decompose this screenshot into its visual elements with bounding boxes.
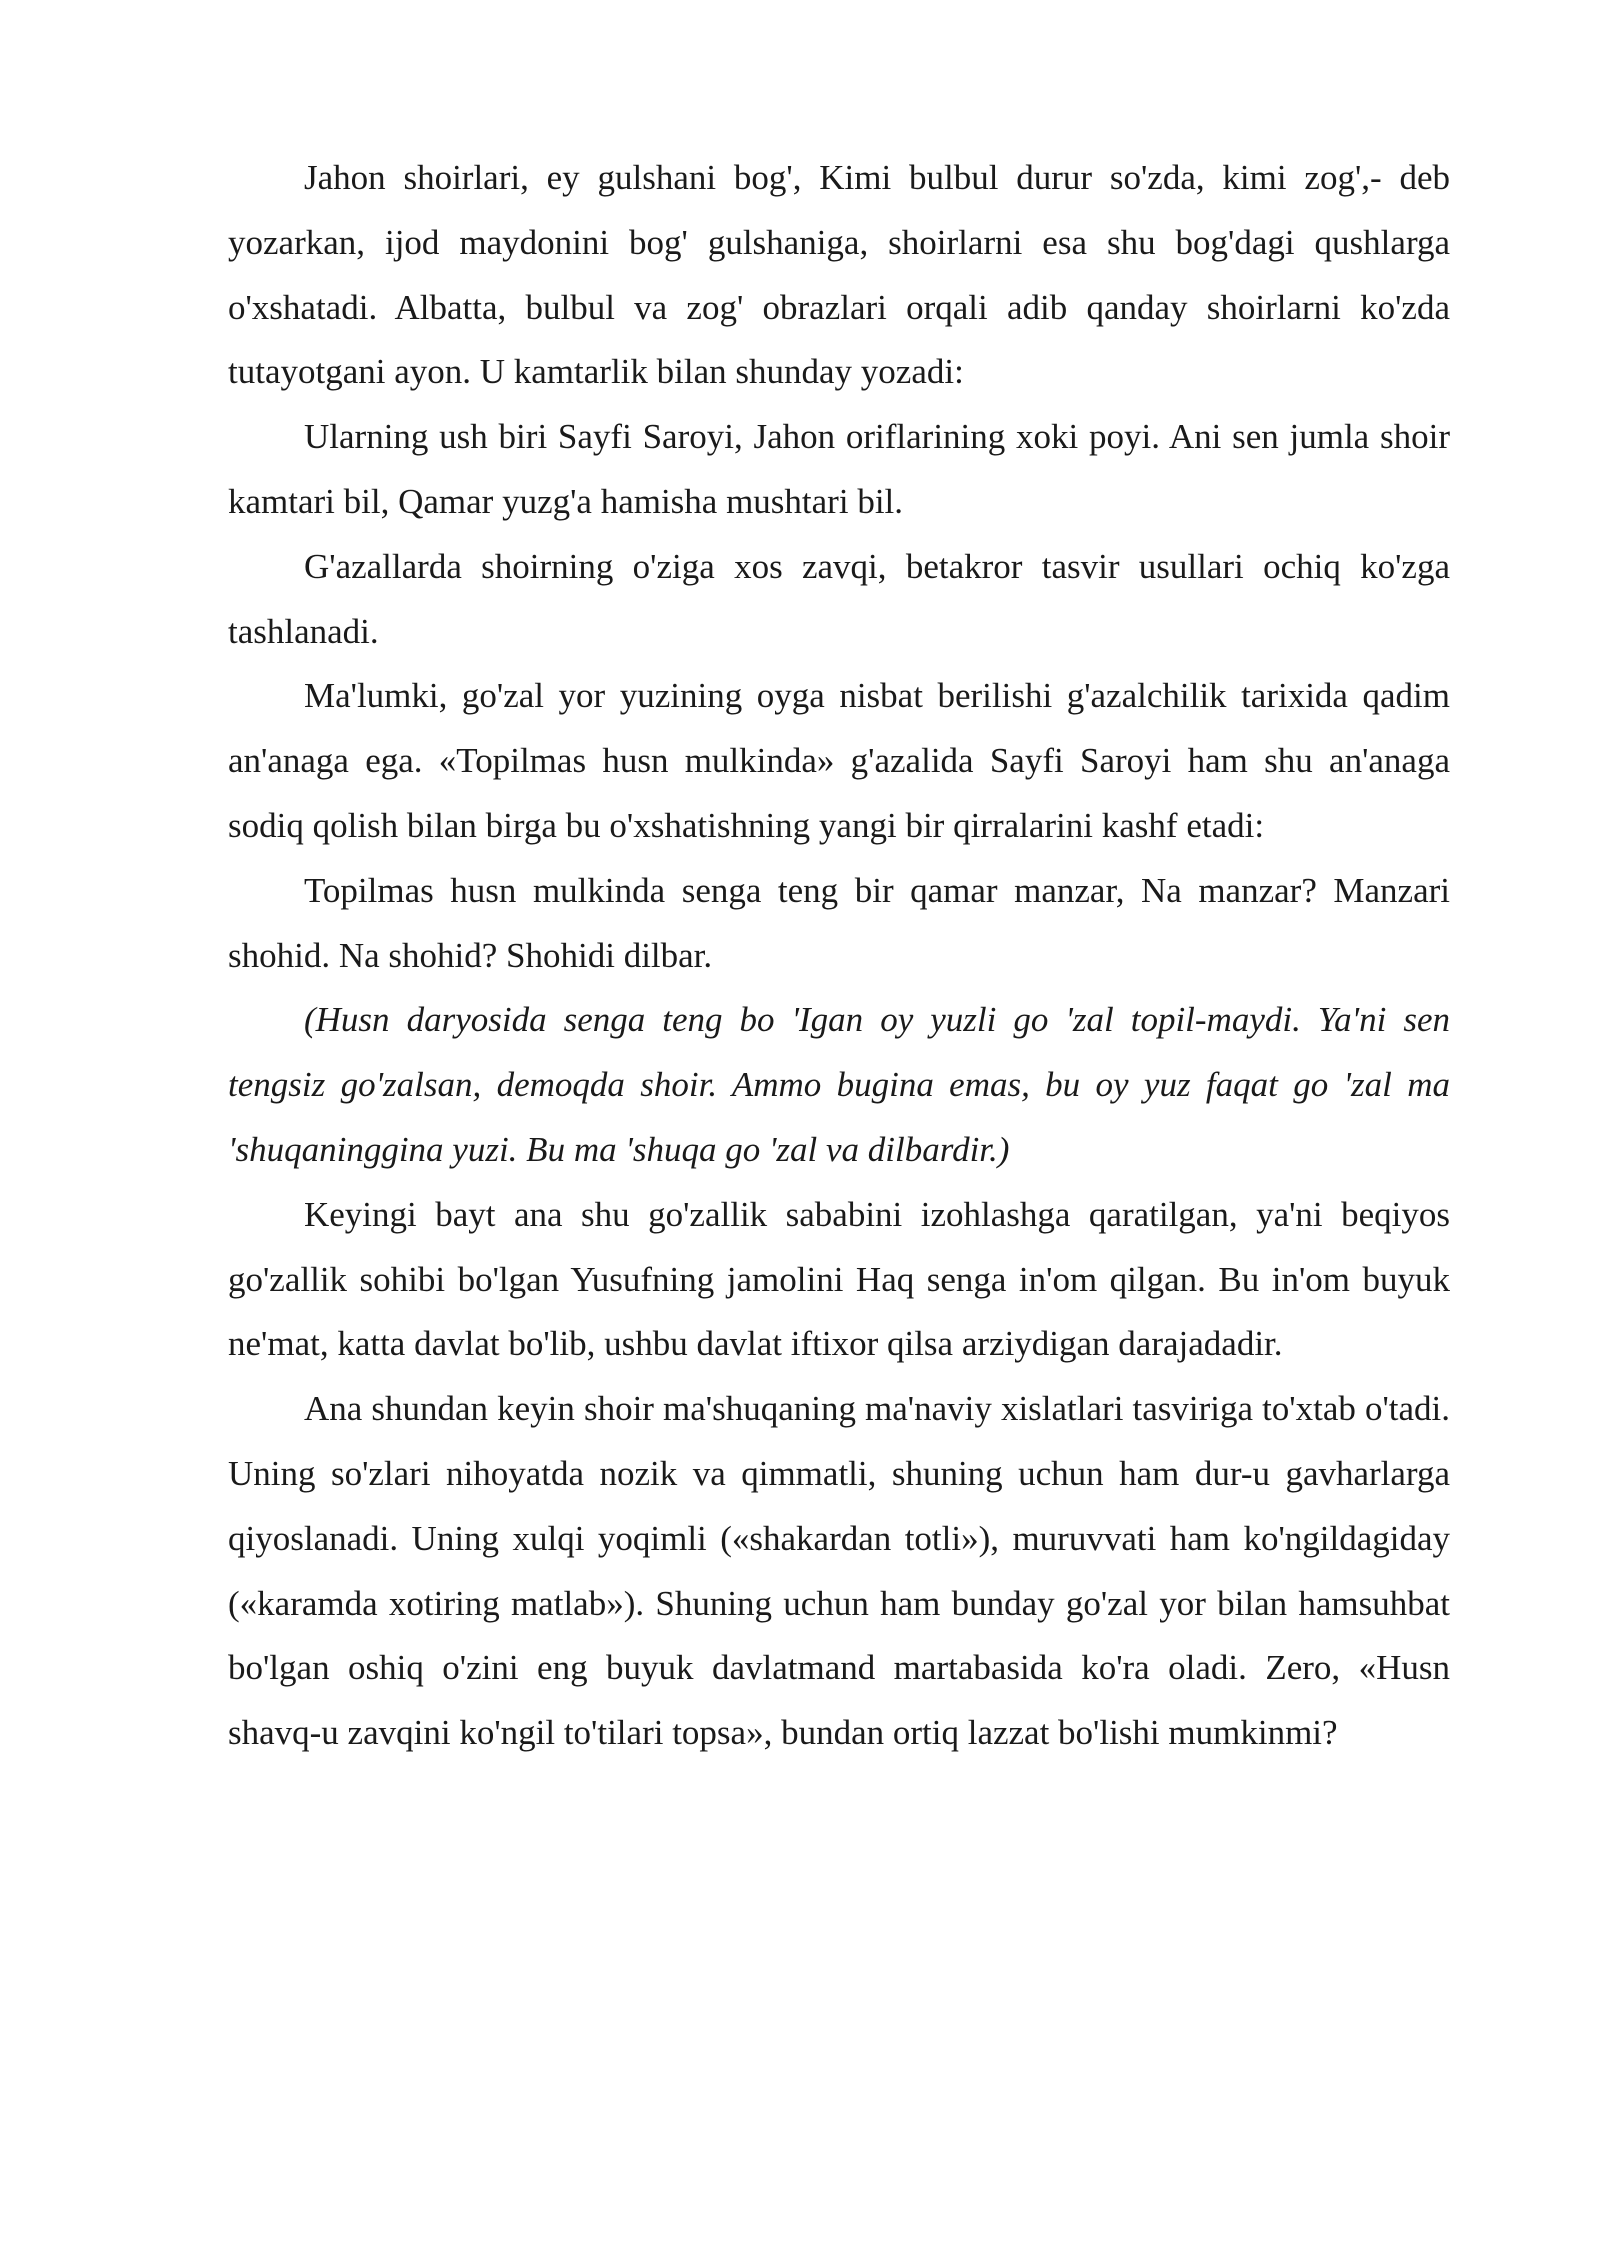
document-body — [228, 146, 1450, 1766]
paragraph-1: Jahon shoirlari, ey gulshani bog', Kimi bulbul durur so'zda, kimi zog',- deb yozarkan, ijod maydonini bog' gulshaniga, shoirlarni esa shu bog'dagi qushlarga o'xshatadi. Albatta, bulbul va zog' obrazlari orqali adib qanday shoirlarni ko'zda tutayotgani ayon. U kamtarlik bilan shunday yozadi: — [228, 158, 1450, 392]
paragraph-4: Ma'lumki, go'zal yor yuzining oyga nisbat berilishi g'azalchilik tarixida qadim an'anaga ega. «Topilmas husn mulkinda» g'azalida Sayfi Saroyi ham shu an'anaga sodiq qolish bilan birga bu o'xshatishning yangi bir qirralarini kashf etadi: — [228, 676, 1450, 845]
paragraph-2: Ularning ush biri Sayfi Saroyi, Jahon oriflarining xoki poyi. Ani sen jumla shoir kamtari bil, Qamar yuzg'a hamisha mushtari bil. — [228, 417, 1450, 521]
paragraph-3: G'azallarda shoirning o'ziga xos zavqi, betakror tasvir usullari ochiq ko'zga tashlanadi. — [228, 546, 1450, 651]
paragraph-8: Ana shundan keyin shoir ma'shuqaning ma'naviy xislatlari tasviriga to'xtab o'tadi. Uning so'zlari nihoyatda nozik va qimmatli, shuning uchun ham dur-u gavharlarga qiyoslanadi. Uning xulqi yoqimli («shakardan totli»), muruvvati ham ko'ngildagiday («karamda xotiring matlab»). Shuning uchun ham bunday go'zal yor bilan hamsuhbat bo'lgan oshiq o'zini eng buyuk davlatmand martabasida ko'ra oladi. Zero, «Husn shavq-u zavqini ko'ngil to'tilari topsa», bundan ortiq lazzat bo'lishi mumkinmi? — [228, 1389, 1450, 1753]
paragraph-5: Topilmas husn mulkinda senga teng bir qamar manzar, Na manzar? Manzari shohid. Na shohid? Shohidi dilbar. — [228, 870, 1450, 975]
paragraph-6-commentary: (Husn daryosida senga teng bo 'Igan oy yuzli go 'zal topil-maydi. Ya'ni sen tengsiz go'zalsan, demoqda shoir. Ammo bugina emas, bu oy yuz faqat go 'zal ma 'shuqaninggina yuzi. Bu ma 'shuqa go 'zal va dilbardir.) — [228, 1000, 1450, 1169]
paragraph-7: Keyingi bayt ana shu go'zallik sababini izohlashga qaratilgan, ya'ni beqiyos go'zallik sohibi bo'lgan Yusufning jamolini Haq senga in'om qilgan. Bu in'om buyuk ne'mat, katta davlat bo'lib, ushbu davlat iftixor qilsa arziydigan darajadadir. — [228, 1194, 1450, 1364]
